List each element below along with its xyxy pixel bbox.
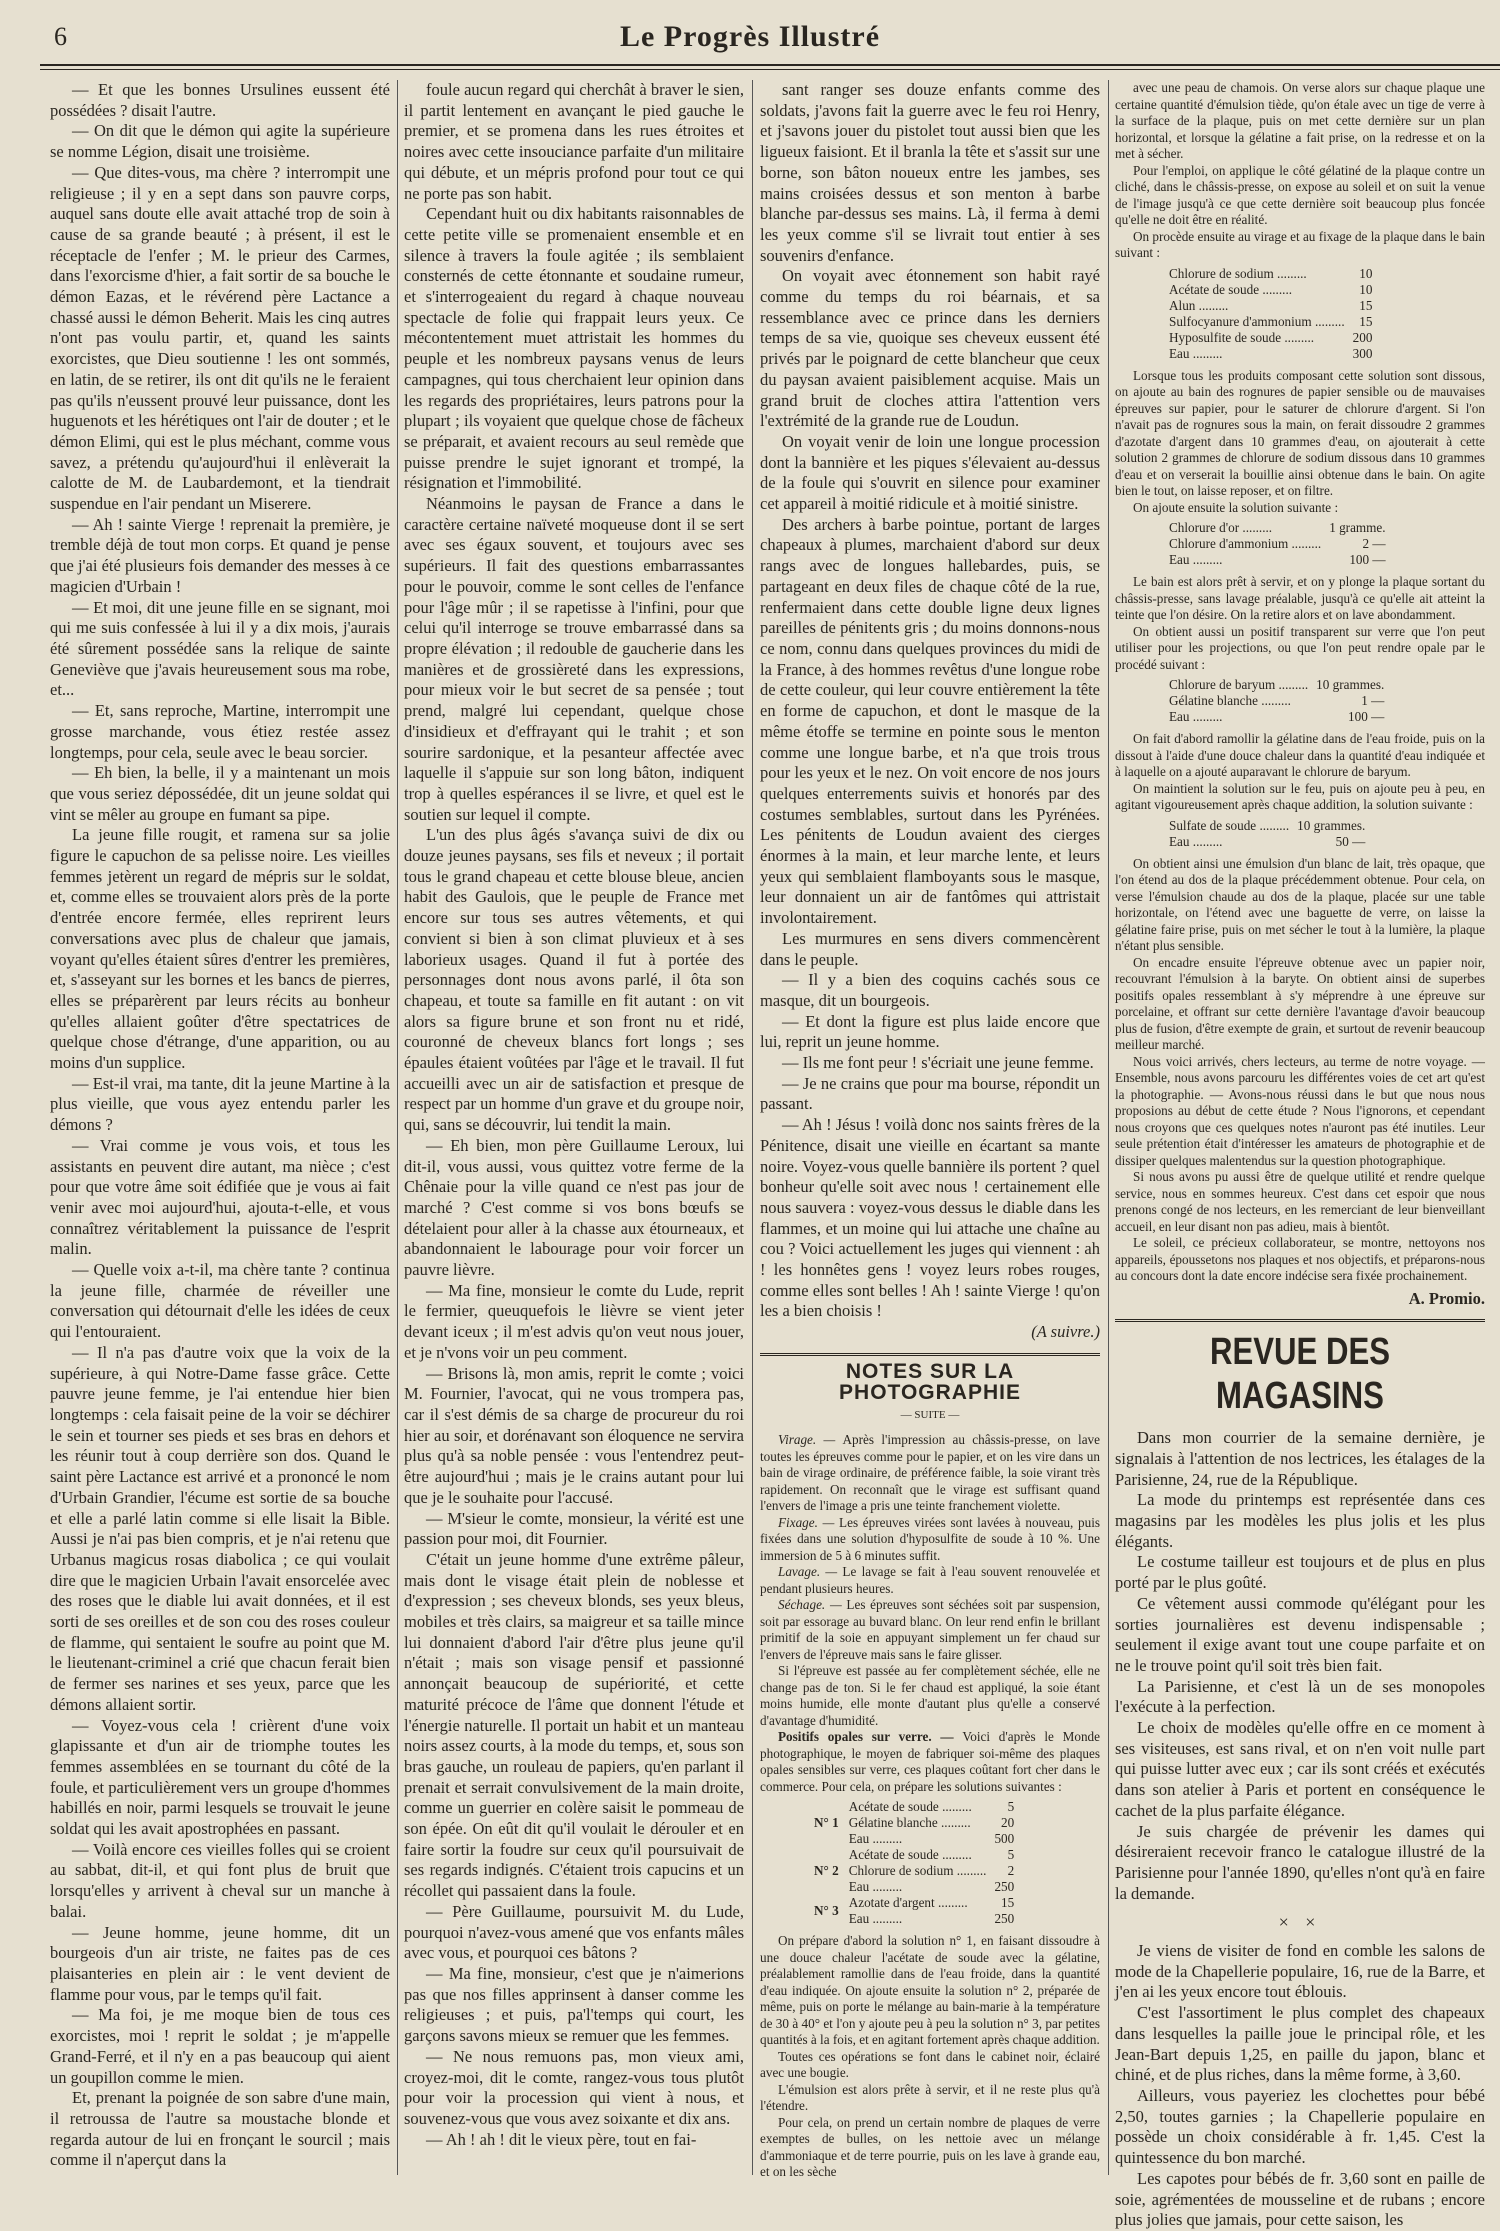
ingredient: Acétate de soude .........	[1169, 281, 1293, 297]
ingredient: Eau .........	[1169, 552, 1223, 567]
recipe-row	[1165, 709, 1388, 725]
quantity: 200	[1352, 329, 1373, 345]
paragraph: — Et que les bonnes Ursulines eussent été possédées ? disait l'autre.	[50, 80, 390, 120]
paragraph: C'était un jeune homme d'une extrême pâleur, mais dont le visage était plein de noblesse et d'expression ; ses cheveux blonds, ses yeux bleus, mobiles et très clairs, sa maigreur et sa taille mince lui donnaient d'abord l'air d'être plus jeune qu'il n'était ; mais son visage pensif et passionné annonçait beaucoup de supériorité, et cette maturité précoce de l'âme que donnent l'étude et l'énergie naturelle. Il portait un habit et un manteau noirs assez courts, à la mode du temps, et, sous son bras gauche, un rouleau de papiers, qu'en parlant il prenait et serrait convulsivement de la main droite, comme un guerrier en colère saisit le pommeau de son épée. On eût dit qu'il voulait le dérouler et en faire sortir la foudre sur ceux qu'il poursuivait de ses regards indignés. C'étaient trois capucins et un récollet qui passaient dans la foule.	[404, 1549, 744, 1901]
paragraph: Les murmures en sens divers commencèrent dans le peuple.	[760, 928, 1100, 969]
recipe-row	[1165, 282, 1376, 298]
photo-paragraph: Lavage. — Le lavage se fait à l'eau souvent renouvelée et pendant plusieurs heures.	[760, 1564, 1100, 1596]
header-rule-thin	[40, 69, 1500, 70]
paragraph-lead: Séchage. —	[778, 1597, 847, 1612]
revue-paragraph: La mode du printemps est représentée dans ces magasins par les modèles les plus jolis et les plus élégants.	[1115, 1490, 1485, 1551]
quantity: 2 —	[1362, 536, 1386, 551]
column-divider	[397, 80, 398, 2175]
ingredient: Gélatine blanche .........	[1169, 693, 1291, 708]
paragraph: — Que dites-vous, ma chère ? interrompit une religieuse ; il y en a sept dans son pauvre corps, auquel sans doute elle avait attaché trop de soin à cause de sa grande beauté ; à présent, il est le réceptacle de l'enfer ; M. le prieur des Carmes, dans l'exorcisme d'hier, a fait sortir de sa bouche le démon Eazas, et le révérend père Lactance a chassé aussi le démon Beherit. Mais les cinq autres n'ont pas voulu partir, et, quand les saints exorcistes, que Dieu soutienne ! les ont sommés, en latin, de se retirer, ils ont dit qu'ils ne le feraient pas qu'ils n'eussent prouvé leur puissance, dont les huguenots et les hérétiques ont l'air de douter ; et le démon Elimi, qui est le plus méchant, comme vous savez, a prétendu qu'aujourd'hui il enlèverait la calotte de M. de Laubardemont, et la tiendrait suspendue en l'air pendant un Miserere.	[50, 162, 390, 514]
quantity: 15	[1001, 1895, 1015, 1910]
revue-paragraph: Les capotes pour bébés de fr. 3,60 sont en paille de soie, agrémentées de mousseline et de rubans ; encore plus jolies que jamais, pour cette saison, les	[1115, 2168, 1485, 2230]
revue-title: REVUE DES MAGASINS	[1209, 1331, 1391, 1418]
quantity: 250	[994, 1911, 1015, 1926]
photo-section-body	[760, 1432, 1100, 2181]
revue-paragraph: Le costume tailleur est toujours et de plus en plus porté par le plus goûté.	[1115, 1552, 1485, 1593]
author-signature: A. Promio.	[1408, 1288, 1485, 1308]
photo-paragraph: Nous voici arrivés, chers lecteurs, au terme de notre voyage. — Ensemble, nous avons parcouru les différentes voies de cet art qu'est la photographie. — Avons-nous réussi dans le but que nous nous proposions au début de cette étude ? Nous l'ignorons, et cependant nous croyons que ces quelques notes n'auront pas été inutiles. Leur seule prétention était d'intéresser les amateurs de photographie et de dissiper quelques malentendus sur la question photographique.	[1115, 1053, 1485, 1168]
header-rule	[40, 64, 1500, 66]
ingredient: Alun .........	[1169, 297, 1229, 313]
ingredient: Chlorure d'or .........	[1169, 520, 1273, 535]
photo-paragraph: Le soleil, ce précieux collaborateur, se montre, nettoyons nos appareils, époussetons nos plaques et nos objectifs, et préparons-nous au concours dont la date encore indécise sera fixée prochainement.	[1115, 1235, 1485, 1283]
photo-paragraph: On encadre ensuite l'épreuve obtenue avec un papier noir, recouvrant l'émulsion à la baryte. On obtient ainsi de superbes positifs opales ressemblant à s'y méprendre à une épreuve sur porcelaine, et offrant sur cette dernière l'avantage d'avoir beaucoup plus de fusion, d'être exempte de grain, et surtout de revenir beaucoup meilleur marché.	[1115, 954, 1485, 1052]
photo-section-continued	[1115, 80, 1485, 1285]
column-divider	[752, 80, 753, 2175]
paragraph-lead: Virage. —	[778, 1432, 843, 1447]
photo-paragraph: Lorsque tous les produits composant cette solution sont dissous, on ajoute au bain des rognures de papier sensible ou de mauvaises épreuves sur papier, pour le saturer de chlorure d'argent. Si l'on n'avait pas de rognures sous la main, on ferait dissoudre 2 grammes d'azotate d'argent dans 10 grammes d'eau, on ajouterait à cette solution 2 grammes de chlorure de sodium dissous dans 10 grammes d'eau et on verserait la bouillie ainsi obtenue dans le bain. On agite bien le tout, on laisse reposer, et on filtre.	[1115, 367, 1485, 498]
quantity: 100 —	[1349, 552, 1386, 567]
recipe-row	[1165, 818, 1369, 834]
solution-number: N° 2	[814, 1863, 839, 1878]
paragraph: Des archers à barbe pointue, portant de larges chapeaux à plumes, marchaient d'abord sur deux rangs avec de longues hallebardes, puis, se partageant en deux files de chaque côté de la rue, renfermaient dans cette double ligne deux lignes pareilles de pénitents gris ; du moins donnons-nous ce nom, connu dans quelques provinces du midi de la France, à des hommes revêtus d'une longue robe de cette couleur, qui leur couvre entièrement la tête en forme de capuchon, et dont le masque de la même étoffe se termine en pointe sous le menton comme une longue barbe, et n'a que trois trous pour les yeux et le nez. On voit encore de nos jours quelques enterrements suivis et honorés par des costumes semblables, surtout dans les Pyrénées. Les pénitents de Loudun avaient des cierges énormes à la main, et leur marche lente, et leurs yeux qui semblaient flamboyants sous le masque, leur donnaient un air de fantômes qui attristait involontairement.	[760, 514, 1100, 928]
paragraph-lead: Lavage. —	[778, 1564, 843, 1579]
paragraph: Néanmoins le paysan de France a dans le caractère certaine naïveté moqueuse dont il se sert avec ses égaux souvent, et toujours avec ses supérieurs. Il fait des questions embarrassantes pour le pouvoir, comme le sont celles de l'enfance pour l'âge mûr ; il se rapetisse à l'infini, pour que celui qu'il interroge se trouve embarrassé dans sa propre élévation ; il redouble de gaucherie dans les manières et de grossièreté dans les expressions, pour mieux voir le but secret de sa pensée ; tout prend, malgré lui cependant, quelque chose d'insidieux et d'effrayant qui le trahit ; et son sourire sardonique, et la pesanteur affectée avec laquelle il s'appuie sur son long bâton, indiquent trop à quelles espérances il se livre, et quel est le soutien sur lequel il compte.	[404, 494, 744, 824]
paragraph: — Ils me font peur ! s'écriait une jeune femme.	[782, 1053, 1094, 1073]
column-2	[404, 80, 744, 2180]
photo-paragraph: Toutes ces opérations se font dans le cabinet noir, éclairé avec une bougie.	[760, 2048, 1100, 2080]
revue-body	[1115, 1428, 1485, 1904]
photo-paragraph: On ajoute ensuite la solution suivante :	[1133, 499, 1339, 515]
bath-table	[1165, 520, 1390, 568]
ingredient: Eau .........	[848, 1879, 903, 1894]
paragraph: La jeune fille rougit, et ramena sur sa jolie figure le capuchon de sa pelisse noire. Les vieilles femmes jetèrent un regard de mépris sur le soldat, et, comme elles se trouvaient alors près de la porte d'entrée encore fermée, elles reprirent leurs conversations avec plus de chaleur que jamais, voyant qu'elles étaient sûres d'entrer les premières, et, s'asseyant sur les bornes et les bancs de pierres, elles se préparèrent par leurs récits au bonheur qu'elles allaient goûter d'être spectatrices de quelque chose d'étrange, d'une apparition, ou au moins d'un supplice.	[50, 825, 390, 1073]
ingredient: Eau .........	[848, 1831, 903, 1846]
revue-body-2	[1115, 1941, 1485, 2231]
ingredient: Acétate de soude .........	[848, 1847, 972, 1862]
paragraph: — Ma fine, monsieur, c'est que je n'aimerions pas que nos filles apprinsent à danser comme les religieuses ; et puis, pa'l'temps qui court, les garçons savons mieux se remuer que les femmes.	[404, 1963, 744, 2046]
quantity: 10 grammes.	[1297, 817, 1366, 833]
paragraph: — Il n'a pas d'autre voix que la voix de la supérieure, à qui Notre-Dame fasse grâce. Cette pauvre jeune femme, je l'ai entendue hier bien longtemps : cela faisait peine de la voir se déchirer le sein et tourner ses pieds et ses bras en dehors et les réunir tout à coup derrière son dos. Quand le saint père Lactance est arrivé et a prononcé le nom d'Urbain Grandier, l'écume est sortie de sa bouche et elle a parlé latin comme si elle lisait la Bible. Aussi je n'ai pas bien compris, et je n'ai retenu que Urbanus magicus rosas diabolica ; ce qui voulait dire que le magicien Urbain l'avait ensorcelée avec des roses que le diable lui avait données, et il est sorti de ses oreilles et de son cou des roses couleur de flamme, qui sentaient le soufre au point que M. le lieutenant-criminel a crié que chacun ferait bien de fermer ses narines et ses yeux, parce que les démons allaient sortir.	[50, 1342, 390, 1714]
quantity: 300	[1352, 345, 1373, 361]
paragraph: — Et, sans reproche, Martine, interrompit une grosse marchande, vous étiez restée assez longtemps, pour cela, seule avec le beau sorcier.	[50, 701, 390, 762]
photo-paragraph: Pour l'emploi, on applique le côté gélatiné de la plaque contre un cliché, dans le châssis-presse, on expose au soleil et on suit la venue de l'image jusqu'à ce que cette dernière soit beaucoup plus foncée qu'elle ne doit être en réalité.	[1115, 162, 1485, 227]
quantity: 15	[1359, 313, 1373, 329]
paragraph: — Voyez-vous cela ! crièrent d'une voix glapissante et d'un air de triomphe toutes les femmes assemblées en se tournant du côté de la foule, et particulièrement vers un groupe d'hommes habillés en noir, parmi lesquels se trouvait le jeune soldat qui les avait apostrophées en passant.	[50, 1715, 390, 1839]
photo-paragraph: On procède ensuite au virage et au fixage de la plaque dans le bain suivant :	[1115, 228, 1485, 260]
recipe-row	[1165, 520, 1390, 536]
bath-table	[1165, 677, 1388, 725]
recipe-row	[1165, 298, 1376, 314]
ingredient: Chlorure de sodium .........	[1169, 265, 1307, 281]
quantity: 100 —	[1348, 709, 1385, 724]
quantity: 10 grammes.	[1316, 677, 1385, 692]
ingredient: Eau .........	[848, 1911, 903, 1926]
paragraph: — On dit que le démon qui agite la supérieure se nomme Légion, disait une troisième.	[50, 121, 390, 162]
opales-paragraph: Positifs opales sur verre. — Voici d'après le Monde photographique, le moyen de fabriquer soi-même des plaques opales sensibles sur verre, ces plaques coûtant fort cher dans le commerce. Pour cela, on prépare les solutions suivantes :	[760, 1729, 1100, 1794]
ingredient: Sulfocyanure d'ammonium .........	[1169, 313, 1345, 329]
revue-paragraph: C'est l'assortiment le plus complet des chapeaux dans lesquelles la paille joue le principal rôle, et les Jean-Bart depuis 1,25, en paille du japon, blanc et chiné, et de plus riches, dans la même forme, à 3,60.	[1115, 2003, 1485, 2085]
solution-number: N° 1	[814, 1815, 839, 1830]
ingredient: Hyposulfite de soude .........	[1169, 329, 1315, 345]
section-rule	[1115, 1319, 1485, 1322]
separator-stars: × ×	[1278, 1912, 1322, 1933]
photo-paragraph: Fixage. — Les épreuves virées sont lavées à nouveau, puis fixées dans une solution d'hyposulfite de soude à 10 %. Une immersion de 5 à 6 minutes suffit.	[760, 1514, 1101, 1563]
quantity: 500	[994, 1831, 1015, 1846]
photo-paragraph: On obtient ainsi une émulsion d'un blanc de lait, très opaque, que l'on étend au dos de la plaque précédemment obtenue. Pour cela, on verse l'émulsion chaude au dos de la plaque, placée sur une table horizontale, on l'étend avec une baguette de verre, on laisse la gélatine faire prise, puis on met sécher le tout à la lumière, la plaque n'étant plus sensible.	[1115, 855, 1485, 953]
paragraph: — Ah ! Jésus ! voilà donc nos saints frères de la Pénitence, disait une vieille en écartant sa mante noire. Voyez-vous quelle bannière ils portent ? quel bonheur qu'elle soit avec nous ! certainement elle nous sauvera : voyez-vous dessus le diable dans les flammes, et un moine qui lui attache une chaîne au cou ? Voici actuellement les juges qui viennent : ah ! les honnêtes gens ! voyez leurs robes rouges, comme elles sont belles ! Ah ! sainte Vierge ! qu'on les a bien choisis !	[760, 1115, 1100, 1321]
photo-paragraph: On obtient aussi un positif transparent sur verre que l'on peut utiliser pour les projections, ou que l'on peut rendre opale par le procédé suivant :	[1115, 623, 1485, 672]
paragraph: — Vrai comme je vous vois, et tous les assistants en peuvent dire autant, ma nièce ; c'est pour que votre âme soit édifiée que je vous ai fait venir avec moi aujourd'hui, ajouta-t-elle, et vous connaîtrez véritablement la puissance de l'esprit malin.	[50, 1135, 390, 1259]
photo-paragraph: avec une peau de chamois. On verse alors sur chaque plaque une certaine quantité d'émulsion tiède, qu'on étale avec un tige de verre à la surface de la plaque, puis on met cette dernière sur un plan horizontal, et lorsque la gélatine a fait prise, on la redresse et on la met à sécher.	[1115, 80, 1485, 161]
photo-paragraph: Si nous avons pu aussi être de quelque utilité et rendre quelque service, nous en sommes heureux. C'est dans cet espoir que nous prenons congé de nos lecteurs, en les remerciant de leur bienveillant accueil, en leur disant non pas adieu, mais à bientôt.	[1115, 1169, 1485, 1234]
photo-paragraph: L'émulsion est alors prête à servir, et il ne reste plus qu'à l'étendre.	[760, 2081, 1100, 2113]
paragraph: On voyait venir de loin une longue procession dont la bannière et les piques s'élevaient au-dessus de la foule qui s'ouvrit en silence pour examiner cet appareil à moitié ridicule et à moitié sinistre.	[760, 431, 1100, 514]
revue-paragraph: Dans mon courrier de la semaine dernière, je signalais à l'attention de nos lectrices, les étalages de la Parisienne, 24, rue de la République.	[1115, 1428, 1485, 1489]
paragraph: On voyait avec étonnement son habit rayé comme du temps du roi béarnais, et sa ressemblance avec ce prince dans les derniers temps de sa vie, quoique ses cheveux eussent été privés par le poignard de cette blancheur que ceux du paysan avaient paisiblement acquise. Mais un grand bruit de cloches attira l'attention vers l'extrémité de la grande rue de Loudun.	[760, 266, 1100, 431]
ingredient: Eau .........	[1169, 833, 1223, 849]
solutions-table	[810, 1799, 1018, 1927]
revue-paragraph: Je viens de visiter de fond en comble les salons de mode de la Chapellerie populaire, 16, rue de la Barre, et j'en ai les yeux encore tout éblouis.	[1115, 1941, 1485, 2002]
section-rule	[760, 1353, 1100, 1356]
to-be-continued: (A suivre.)	[1031, 1322, 1100, 1342]
revue-paragraph: Le choix de modèles qu'elle offre en ce moment à ses visiteuses, est sans rival, et on n'en voit nulle part qui puisse lutter avec eux ; car ils sont créés et exécutés dans son atelier à Paris et portent en conséquence le cachet de la plus parfaite élégance.	[1115, 1718, 1485, 1820]
revue-paragraph: La Parisienne, et c'est là un de ses monopoles l'exécute à la perfection.	[1115, 1676, 1485, 1717]
solution-number: N° 3	[814, 1903, 839, 1918]
paragraph-lead: Fixage. —	[778, 1514, 840, 1530]
column-divider	[1108, 80, 1109, 2175]
ingredient: Eau .........	[1169, 709, 1223, 724]
paragraph: — Voilà encore ces vieilles folles qui se croient au sabbat, dit-il, et qui font plus de bruit que lorsqu'elles y arrivent à cheval sur un manche à balai.	[50, 1839, 390, 1921]
paragraph: foule aucun regard qui cherchât à braver le sien, il partit lentement en avançant le pied gauche le premier, et se promena dans les rues étroites et noires avec cette insouciance parfaite d'un militaire qui débute, et un mépris profond pour tout ce qui ne porte pas son habit.	[404, 80, 744, 203]
paragraph: — M'sieur le comte, monsieur, la vérité est une passion pour moi, dit Fournier.	[404, 1508, 744, 1549]
quantity: 10	[1359, 265, 1373, 281]
paragraph: — Est-il vrai, ma tante, dit la jeune Martine à la plus vieille, que vous ayez entendu parler les démons ?	[50, 1073, 390, 1135]
photo-section-subtitle: — SUITE —	[900, 1409, 960, 1422]
photo-paragraph: On fait d'abord ramollir la gélatine dans de l'eau froide, puis on la dissout à l'aide d'une douce chaleur dans la quantité d'eau indiquée et à laquelle on a ajouté auparavant le chlorure de baryum.	[1115, 731, 1485, 779]
paragraph: — Et moi, dit une jeune fille en se signant, moi qui me suis confessée à lui il y a dix mois, j'aurais été sûrement possédée sans la relique de sainte Geneviève que j'avais heureusement sous ma robe, et...	[50, 597, 390, 700]
photo-paragraph: Le bain est alors prêt à servir, et on y plonge la plaque sortant du châssis-presse, sans lavage préalable, jusqu'à ce qu'elle ait atteint la teinte que l'on désire. On la retire alors et on lave abondamment.	[1115, 574, 1485, 622]
quantity: 1 —	[1361, 693, 1385, 708]
paragraph: — Jeune homme, jeune homme, dit un bourgeois d'un air triste, ne faites pas de ces plaisanteries en plein air : le vent devient de flamme pour vous, par le temps qu'il fait.	[50, 1922, 390, 2004]
paragraph: — Ah ! ah ! dit le vieux père, tout en fai-	[426, 2129, 697, 2149]
recipe-row	[810, 1895, 1018, 1911]
bath-table	[1165, 266, 1376, 362]
photo-paragraph: On prépare d'abord la solution n° 1, en faisant dissoudre à une douce chaleur l'acétate de soude avec la gélatine, préalablement ramollie dans de l'eau froide, dans la quantité d'eau indiquée. On ajoute ensuite la solution n° 2, préparée de même, puis on porte le mélange au bain-marie à la température de 30 à 40° et l'on y ajoute peu à peu la solution n° 3, par petites quantités à la fois, et en agitant fortement après chaque addition.	[760, 1933, 1100, 2047]
paragraph: — Je ne crains que pour ma bourse, répondit un passant.	[760, 1073, 1100, 1114]
bath-table	[1165, 818, 1369, 850]
column-4	[1115, 80, 1485, 2230]
page-number: 6	[54, 22, 67, 51]
column-3	[760, 80, 1100, 2180]
recipe-row	[1165, 536, 1390, 552]
quantity: 250	[994, 1879, 1015, 1894]
ingredient: Gélatine blanche .........	[848, 1815, 971, 1830]
ingredient: Azotate d'argent .........	[848, 1895, 968, 1910]
ingredient: Chlorure de sodium .........	[848, 1863, 987, 1878]
recipe-row	[810, 1847, 1018, 1863]
opales-title: Positifs opales sur verre. —	[778, 1729, 963, 1744]
masthead	[0, 0, 1500, 86]
ingredient: Chlorure de baryum .........	[1169, 677, 1309, 692]
paragraph: L'un des plus âgés s'avança suivi de dix ou douze jeunes paysans, ses fils et neveux ; il portait tous le grand chapeau et cette blouse bleue, ancien habit des Gaulois, que le peuple de France met encore sur tous ses autres vêtements, et qui convient si bien à son climat pluvieux et à ses laborieux usages. Quand il fut à portée des personnages dont nous avons parlé, il ôta son chapeau, et toute sa famille en fit autant : on vit alors sa figure brune et son front nu et ridé, couronné de cheveux blancs fort longs ; ses épaules étaient voûtées par l'âge et le travail. Il fut accueilli avec un air de satisfaction et presque de respect par un homme d'un grave et du groupe noir, qui, sans se découvrir, lui tendit la main.	[404, 825, 744, 1135]
photo-paragraph: Virage. — Après l'impression au châssis-presse, on lave toutes les épreuves comme pour le papier, et on les vire dans un bain de virage ordinaire, de préférence faible, la soie virant très rapidement. On reconnaît que le virage est suffisant quand l'envers de l'image a pris une teinte franchement violette.	[760, 1432, 1101, 1513]
recipe-row	[1165, 266, 1376, 282]
ingredient: Eau .........	[1169, 345, 1223, 361]
photo-paragraph: Séchage. — Les épreuves sont séchées soit par suspension, soit par essorage au buvard blanc. On leur rend enfin le brillant primitif de la soie en appuyant simplement un fer chaud sur l'envers de l'épreuve mais sans le faire glisser.	[760, 1597, 1101, 1662]
recipe-row	[1165, 346, 1376, 362]
recipe-row	[1165, 314, 1376, 330]
paragraph: — Brisons là, mon amis, reprit le comte ; voici M. Fournier, l'avocat, qui ne vous trompera pas, car il s'est démis de sa charge de procureur du roi hier au soir, et dorénavant son éloquence ne servira plus qu'à sa noble pensée : vous l'entendrez peut-être aujourd'hui ; mais je le crains autant pour lui que je le souhaite pour l'accusé.	[404, 1363, 744, 1507]
quantity: 50 —	[1335, 833, 1366, 849]
revue-paragraph: Je suis chargée de prévenir les dames qui désireraient recevoir franco le catalogue illustré de la Parisienne pour l'année 1890, qu'elles n'ont qu'à en faire la demande.	[1115, 1821, 1485, 1903]
quantity: 1 gramme.	[1329, 520, 1386, 535]
quantity: 10	[1359, 281, 1373, 297]
quantity: 2	[1007, 1863, 1015, 1878]
paragraph: — Ne nous remuons pas, mon vieux ami, croyez-moi, dit le comte, rangez-vous tous plutôt pour voir la procession qui vient à nous, et souvenez-vous que vous avez soixante et dix ans.	[404, 2046, 744, 2128]
photo-paragraph: Si l'épreuve est passée au fer complètement séchée, elle ne change pas de ton. Si le fer chaud est appliqué, la soie étant moins humide, elle monte d'autant plus qu'elle a conservé d'avantage d'humidité.	[760, 1663, 1100, 1728]
paragraph: — Ma fine, monsieur le comte du Lude, reprit le fermier, queuquefois le lièvre se vient jeter devant iceux ; il m'est advis qu'on veut nous jouer, et je n'vons voir un peu comment.	[404, 1280, 744, 1362]
ingredient: Sulfate de soude .........	[1169, 817, 1290, 833]
recipe-row	[1165, 552, 1390, 568]
recipe-row	[1165, 834, 1369, 850]
paragraph: Cependant huit ou dix habitants raisonnables de cette petite ville se promenaient ensemble et en silence à travers la foule agitée ; ils semblaient consternés de cette étonnante et soudaine rumeur, et s'interrogeaient du regard à chaque nouveau spectacle de folie qui frappait leurs yeux. Ce mécontentement muet attristait les hommes du peuple et les nombreux paysans venus de leurs campagnes, qui tous cherchaient leur opinion dans les regards des propriétaires, leurs patrons pour la plupart ; ils voyaient que quelque chose de fâcheux se préparait, et avaient recours au seul remède que puisse prendre le sujet ignorant et trompé, la résignation et l'immobilité.	[404, 204, 744, 493]
paragraph: — Ah ! sainte Vierge ! reprenait la première, je tremble déjà de tout mon corps. Et quand je pense que j'ai été plusieurs fois demander des messes à ce magicien d'Urbain !	[50, 514, 390, 596]
recipe-row	[1165, 677, 1388, 693]
photo-section-title: NOTES SUR LA PHOTOGRAPHIE	[839, 1359, 1021, 1404]
paragraph: — Eh bien, mon père Guillaume Leroux, lui dit-il, vous aussi, vous quittez votre ferme de la Chênaie pour la ville quand ce n'est pas jour de marché ? C'est comme si vos bons bœufs se dételaient pour aller à la chasse aux étourneaux, et abandonnaient le labourage pour voir forcer un pauvre lièvre.	[404, 1135, 744, 1280]
column-1	[50, 80, 390, 2180]
recipe-row	[1165, 330, 1376, 346]
paragraph: Et, prenant la poignée de son sabre d'une main, il retroussa de l'autre sa moustache blonde et regarda autour de lui en fronçant le sourcil ; mais comme il n'aperçut dans la	[50, 2088, 390, 2170]
photo-paragraph: On maintient la solution sur le feu, puis on ajoute peu à peu, en agitant vigoureusement après chaque addition, la solution suivante :	[1115, 780, 1485, 812]
quantity: 15	[1359, 297, 1373, 313]
paragraph: — Et dont la figure est plus laide encore que lui, reprit un jeune homme.	[760, 1011, 1100, 1052]
revue-paragraph: Ce vêtement aussi commode qu'élégant pour les sorties journalières est devenu indispensable ; seulement il exige avant tout une coupe parfaite et on ne le trouve point qu'il soit très bien fait.	[1115, 1593, 1485, 1675]
quantity: 5	[1007, 1799, 1015, 1814]
recipe-row	[810, 1799, 1018, 1815]
paragraph: sant ranger ses douze enfants comme des soldats, j'avons fait la guerre avec le feu roi Henry, et j'savons jouer du pistolet tout aussi bien que les ligueux faisiont. Et il branla la tête et s'assit sur une borne, son bâton noueux entre les jambes, ses mains croisées dessus et son menton à barbe blanche par-dessus ses mains. Là, il ferma à demi les yeux comme s'il se livrait tout entier à ses souvenirs d'enfance.	[760, 80, 1100, 265]
revue-paragraph: Ailleurs, vous payeriez les clochettes pour bébé 2,50, toutes garnies ; la Chapellerie populaire en possède un choix considérable à fr. 1,45. C'est la quintessence du bon marché.	[1115, 2086, 1485, 2168]
paragraph: — Eh bien, la belle, il y a maintenant un mois que vous seriez dépossédée, dit un jeune soldat qui vint se mêler au groupe en fumant sa pipe.	[50, 763, 390, 824]
recipe-row	[1165, 693, 1388, 709]
quantity: 5	[1007, 1847, 1015, 1862]
paragraph: — Père Guillaume, poursuivit M. du Lude, pourquoi n'avez-vous amené que vos enfants mâles avec vous, et pourquoi ces bâtons ?	[404, 1901, 744, 1963]
paragraph: — Il y a bien des coquins cachés sous ce masque, dit un bourgeois.	[760, 970, 1100, 1010]
photo-paragraph: Pour cela, on prend un certain nombre de plaques de verre exemptes de bulles, on les nettoie avec un mélange d'ammoniaque et de terre pourrie, puis on les lave à grande eau, et on les sèche	[760, 2114, 1100, 2179]
journal-title: Le Progrès Illustré	[619, 20, 881, 53]
paragraph: — Quelle voix a-t-il, ma chère tante ? continua la jeune fille, charmée de réveiller une conversation qui détournait d'elle les idées de ceux qui l'entouraient.	[50, 1260, 390, 1342]
ingredient: Acétate de soude .........	[848, 1799, 972, 1814]
quantity: 20	[1001, 1815, 1015, 1830]
feuilleton-end	[760, 80, 1100, 1322]
ingredient: Chlorure d'ammonium .........	[1169, 536, 1322, 551]
paragraph: — Ma foi, je me moque bien de tous ces exorcistes, moi ! reprit le soldat ; je m'appelle Grand-Ferré, et il n'y en a pas beaucoup qui aient un goupillon comme le mien.	[50, 2005, 390, 2087]
